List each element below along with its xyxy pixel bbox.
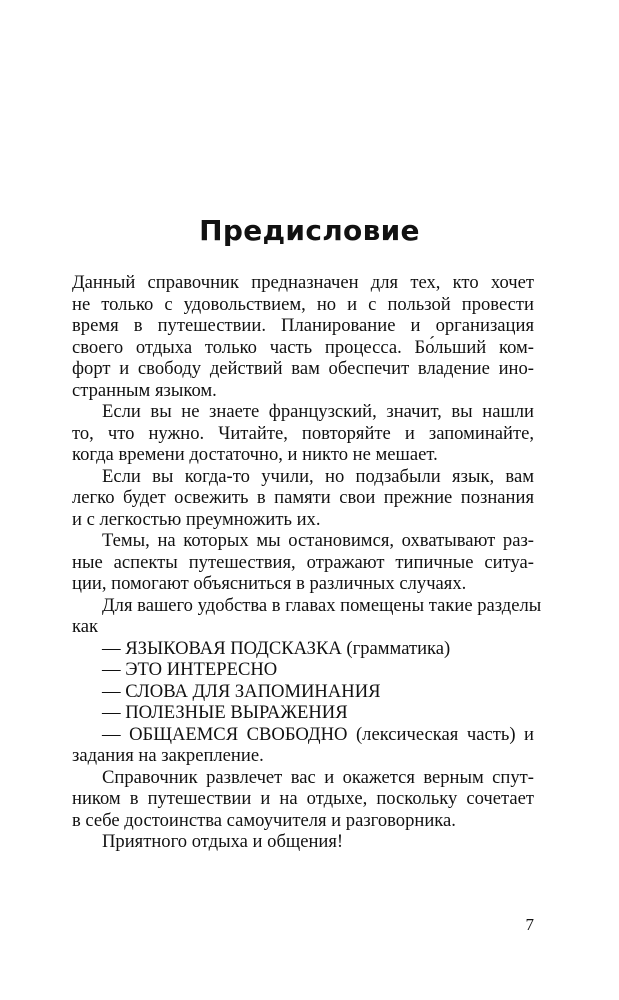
text-line: легко будет освежить в памяти свои прежние познания — [72, 487, 534, 508]
text-line: ником в путешествии и на отдыхе, поскольку сочетает — [72, 788, 534, 809]
text-line: своего отдыха только часть процесса. Бо́льший ком- — [72, 336, 534, 358]
text-line: время в путешествии. Планирование и организация — [72, 315, 534, 336]
text-line: не только с удовольствием, но и с пользой провести — [72, 293, 534, 315]
text-line: Если вы когда-то учили, но подзабыли язык, вам — [102, 465, 534, 487]
text-line: задания на закрепление. — [72, 745, 264, 766]
text-line: как — [72, 616, 99, 637]
text-line: Если вы не знаете французский, значит, вы нашли — [102, 401, 534, 422]
body-text — [72, 272, 542, 853]
section-list-item: — ОБЩАЕМСЯ СВОБОДНО (лексическая часть) и — [102, 723, 534, 745]
text-line: когда времени достаточно, и никто не мешает. — [72, 444, 438, 465]
text-line: ции, помогают объясниться в различных случаях. — [72, 573, 467, 594]
text-line: Темы, на которых мы остановимся, охватывают раз- — [102, 530, 534, 551]
text-line: странным языком. — [72, 379, 217, 401]
page-title: Предисловие — [199, 214, 420, 247]
section-list-item: — ЭТО ИНТЕРЕСНО — [102, 659, 278, 680]
closing-line: Приятного отдыха и общения! — [102, 831, 344, 852]
text-line: то, что нужно. Читайте, повторяйте и запоминайте, — [72, 422, 534, 444]
text-line: ные аспекты путешествия, отражают типичные ситуа- — [72, 551, 534, 573]
page-number: 7 — [525, 915, 534, 934]
text-line: форт и свободу действий вам обеспечит владение ино- — [72, 358, 534, 379]
text-line: Для вашего удобства в главах помещены такие разделы — [102, 594, 542, 616]
section-list-item: — ПОЛЕЗНЫЕ ВЫРАЖЕНИЯ — [102, 702, 348, 723]
section-list-item: — ЯЗЫКОВАЯ ПОДСКАЗКА (грамматика) — [102, 637, 451, 659]
text-line: Справочник развлечет вас и окажется верным спут- — [102, 766, 534, 788]
text-line: в себе достоинства самоучителя и разговорника. — [72, 809, 456, 831]
section-list-item: — СЛОВА ДЛЯ ЗАПОМИНАНИЯ — [102, 680, 381, 702]
text-line: Данный справочник предназначен для тех, кто хочет — [72, 272, 534, 293]
text-line: и с легкостью преумножить их. — [72, 508, 321, 530]
